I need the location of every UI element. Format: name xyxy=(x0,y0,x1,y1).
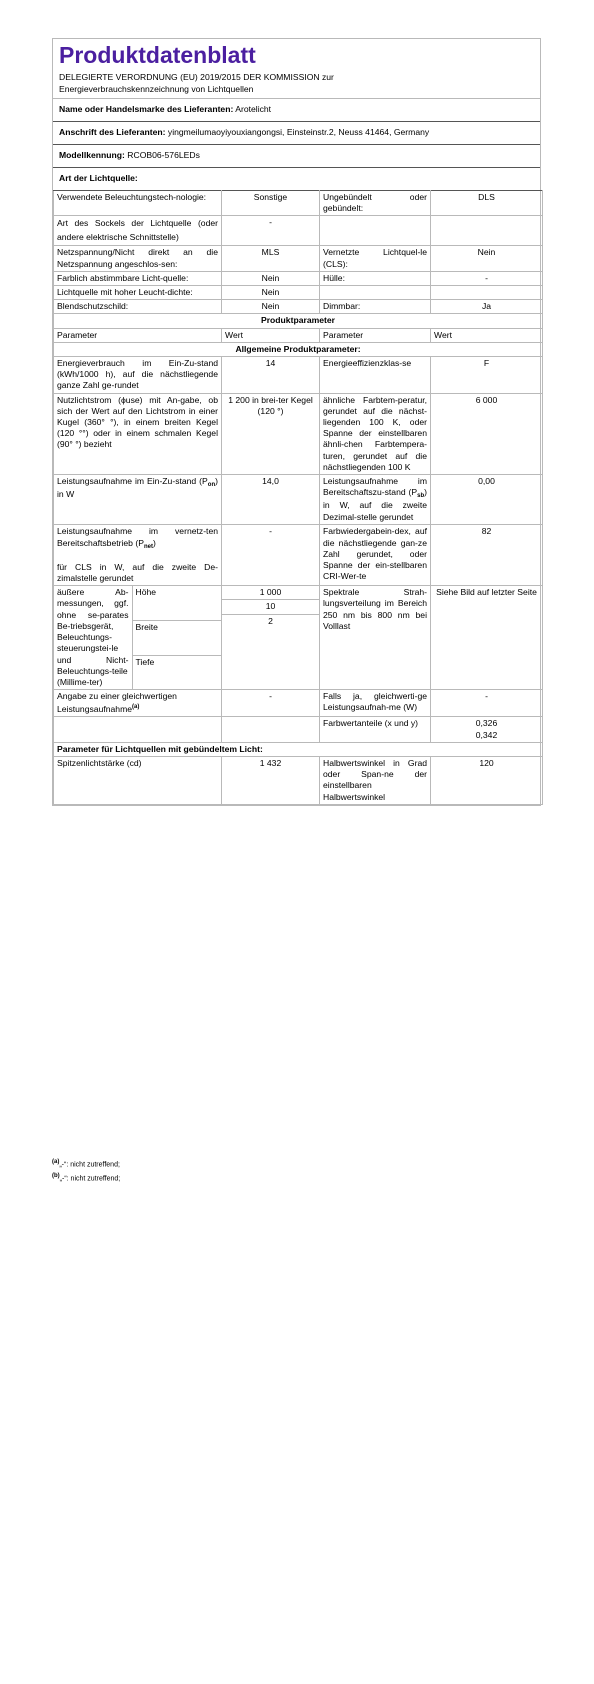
supplier-address-row xyxy=(53,121,540,144)
dimensions-values xyxy=(222,586,319,628)
param-value: 14 xyxy=(222,357,320,394)
column-header: Wert xyxy=(222,328,320,342)
subscript: on xyxy=(207,482,216,489)
param-value: - xyxy=(222,216,320,246)
param-value: F xyxy=(431,357,543,394)
param-value: 120 xyxy=(431,756,543,804)
subscript: sb xyxy=(417,493,425,500)
table-row xyxy=(54,191,543,216)
footnote-text: „-“: nicht zutreffend; xyxy=(59,1161,120,1169)
table-row xyxy=(54,393,543,474)
table-row xyxy=(54,300,543,314)
param-label: Ungebündelt oder gebündelt: xyxy=(320,191,431,216)
param-value: Nein xyxy=(222,286,320,300)
supplier-name-value: Arotelicht xyxy=(235,104,272,114)
model-label: Modellkennung: xyxy=(59,150,125,160)
section-title: Allgemeine Produktparameter: xyxy=(54,342,543,356)
label-text: ) in W xyxy=(57,476,218,500)
param-label: ähnliche Farbtem-peratur, gerundet auf die nächst-liegenden 100 K, oder Spanne der einstellbaren ähnli-chen Farbtempera-turen, gerundet auf die nächstliegenden 100 K xyxy=(320,393,431,474)
chromaticity-x: 0,326 xyxy=(475,718,498,729)
param-label: Energieverbrauch im Ein-Zu-stand (kWh/1000 h), auf die nächstliegende ganze Zahl ge-rundet xyxy=(54,357,222,394)
section-title: Parameter für Lichtquellen mit gebündeltem Licht: xyxy=(54,742,543,756)
label-text: ) in W, auf die zweite Dezimal-stelle gerundet xyxy=(323,487,427,522)
supplier-name-row xyxy=(53,99,540,121)
param-value xyxy=(431,286,543,300)
subtitle-line-1: DELEGIERTE VERORDNUNG (EU) 2019/2015 DER KOMMISSION zur xyxy=(59,72,334,82)
section-header xyxy=(54,314,543,328)
param-label: Falls ja, gleichwerti-ge Leistungsaufnah-me (W) xyxy=(320,690,431,717)
param-label xyxy=(320,216,431,246)
table-row xyxy=(54,216,543,246)
empty-cell xyxy=(54,717,222,742)
label-text: Angabe zu einer gleichwertigen Leistungsaufnahme xyxy=(57,691,177,715)
table-row xyxy=(54,690,543,717)
param-label: Farblich abstimmbare Licht-quelle: xyxy=(54,271,222,285)
footnote-mark: (a) xyxy=(52,1159,60,1165)
table-row xyxy=(54,756,543,804)
param-value: Sonstige xyxy=(222,191,320,216)
param-value: - xyxy=(222,525,320,586)
light-source-type-label: Art der Lichtquelle: xyxy=(59,173,138,183)
table-row xyxy=(54,525,543,586)
model-row xyxy=(53,144,540,167)
param-label xyxy=(54,475,222,525)
param-label: Netzspannung/Nicht direkt an die Netzspannung angeschlos-sen: xyxy=(54,246,222,271)
param-value: DLS xyxy=(431,191,543,216)
model-value: RCOB06-576LEDs xyxy=(127,150,200,160)
param-value: Ja xyxy=(431,300,543,314)
param-value: - xyxy=(431,690,543,717)
footnote-mark: (b) xyxy=(52,1173,60,1179)
param-value: 0,00 xyxy=(431,475,543,525)
param-value: - xyxy=(431,271,543,285)
supplier-address-label: Anschrift des Lieferanten: xyxy=(59,127,166,137)
column-header: Parameter xyxy=(54,328,222,342)
empty-cell xyxy=(222,717,320,742)
param-label: Spitzenlichtstärke (cd) xyxy=(54,756,222,804)
parameters-table xyxy=(53,190,543,805)
param-label: Vernetzte Lichtquel-le (CLS): xyxy=(320,246,431,271)
param-label: Halbwertswinkel in Grad oder Span-ne der einstellbaren Halbwertswinkel xyxy=(320,756,431,804)
section-header xyxy=(54,742,543,756)
dimension-value: 10 xyxy=(222,600,319,614)
param-value: Nein xyxy=(222,271,320,285)
label-text: Leistungsaufnahme im Bereitschaftszu-stand (P xyxy=(323,476,427,498)
footnote-mark: (a) xyxy=(132,704,140,711)
param-label: äußere Ab-messungen, ggf. ohne se-parates Be-triebsgerät, Beleuchtungs-steuerungstei-le und Nicht-Beleuchtungs-teile (Millime-ter) xyxy=(54,586,132,689)
label-text: Leistungsaufnahme im Ein-Zu-stand (P xyxy=(57,476,208,487)
dimension-label: Höhe xyxy=(132,586,222,620)
table-row xyxy=(54,717,543,742)
column-header: Parameter xyxy=(320,328,431,342)
chromaticity-y: 0,342 xyxy=(475,729,498,740)
dimensions-cell xyxy=(54,586,222,690)
footnote-b xyxy=(52,1172,120,1183)
param-label: Farbwiedergabein-dex, auf die nächstliegende gan-ze Zahl gerundet, oder Spanne der ein-stellbaren CRI-Wer-te xyxy=(320,525,431,586)
param-value: MLS xyxy=(222,246,320,271)
param-label: Energieeffizienzklas-se xyxy=(320,357,431,394)
page-title: Produktdatenblatt xyxy=(59,42,256,68)
table-row xyxy=(54,246,543,271)
param-value: 82 xyxy=(431,525,543,586)
dimension-value: 2 xyxy=(268,615,273,626)
param-value: 14,0 xyxy=(222,475,320,525)
param-label: Dimmbar: xyxy=(320,300,431,314)
param-label: Spektrale Strah-lungsverteilung im Bereich 250 nm bis 800 nm bei Volllast xyxy=(320,586,431,690)
param-label: Hülle: xyxy=(320,271,431,285)
label-text: ) xyxy=(152,537,156,548)
regulation-subtitle xyxy=(59,72,534,95)
param-label: Lichtquelle mit hoher Leucht-dichte: xyxy=(54,286,222,300)
dimension-value: 1 000 xyxy=(222,586,319,600)
param-label: Verwendete Beleuchtungstech-nologie: xyxy=(54,191,222,216)
param-value: - xyxy=(222,690,320,717)
param-label xyxy=(320,475,431,525)
sheet-header xyxy=(53,39,540,99)
param-value: 1 200 in brei-ter Kegel (120 °) xyxy=(222,393,320,474)
subtitle-line-2: Energieverbrauchskennzeichnung von Lichtquellen xyxy=(59,83,254,94)
column-header-row xyxy=(54,328,543,342)
dimension-label: Breite xyxy=(132,620,222,655)
param-value: Nein xyxy=(222,300,320,314)
table-row xyxy=(54,271,543,285)
section-title: Produktparameter xyxy=(54,314,543,328)
column-header: Wert xyxy=(431,328,543,342)
param-label xyxy=(320,286,431,300)
param-label: Nutzlichtstrom (ϕuse) mit An-gabe, ob sich der Wert auf den Lichtstrom in einer Kugel (360° °), in einem breiten Kegel (120 °°) oder in einem schmalen Kegel (90° °) bezieht xyxy=(54,393,222,474)
param-value: Siehe Bild auf letzter Seite xyxy=(431,586,543,690)
dimensions-values-cell xyxy=(222,586,320,690)
section-header xyxy=(54,342,543,356)
footnote-text: „-“: nicht zutreffend; xyxy=(59,1175,121,1183)
param-label xyxy=(54,525,222,586)
label-text: Leistungsaufnahme im vernetz-ten Bereitschaftsbetrieb (P xyxy=(57,526,218,548)
product-data-sheet xyxy=(52,38,541,806)
table-row xyxy=(54,475,543,525)
subscript: net xyxy=(143,543,153,550)
light-source-type-row xyxy=(53,167,540,190)
dimensions-subtable xyxy=(54,586,222,689)
param-value: Nein xyxy=(431,246,543,271)
dimension-label: Tiefe xyxy=(135,656,155,667)
param-label: Art des Sockels der Lichtquelle (oder andere elektrische Schnittstelle) xyxy=(54,216,222,246)
supplier-address-value: yingmeilumaoyiyouxiangongsi, Einsteinstr.2, Neuss 41464, Germany xyxy=(167,127,430,137)
param-value: 6 000 xyxy=(431,393,543,474)
table-row xyxy=(54,286,543,300)
param-label: Farbwertanteile (x und y) xyxy=(320,717,431,742)
table-row xyxy=(54,586,543,690)
param-label: Blendschutzschild: xyxy=(54,300,222,314)
param-value: 1 432 xyxy=(222,756,320,804)
label-text: für CLS in W, auf die zweite De-zimalstelle gerundet xyxy=(57,561,218,584)
param-label xyxy=(54,690,222,717)
supplier-name-label: Name oder Handelsmarke des Lieferanten: xyxy=(59,104,234,114)
param-value xyxy=(431,216,543,246)
table-row xyxy=(54,357,543,394)
footnote-a xyxy=(52,1158,120,1169)
param-value xyxy=(431,717,543,742)
